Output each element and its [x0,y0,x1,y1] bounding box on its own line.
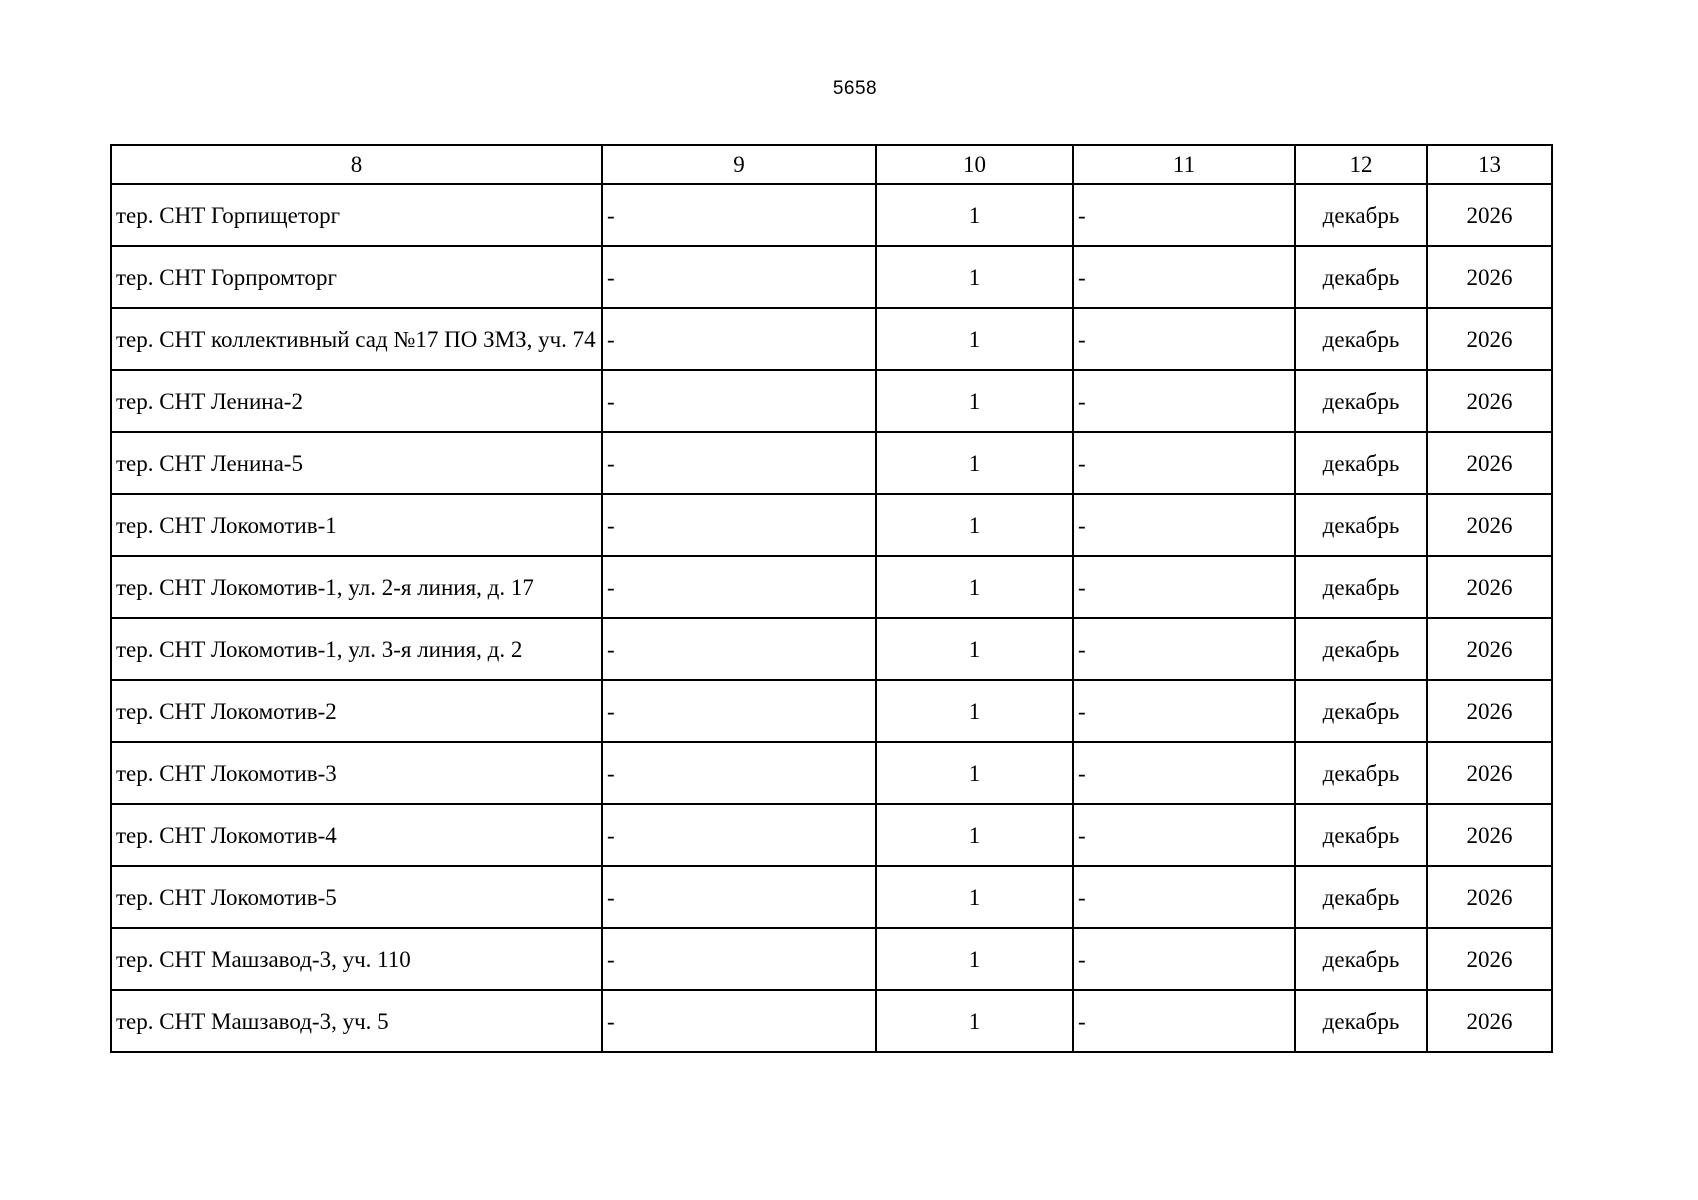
cell-col10: 1 [876,618,1073,680]
cell-col9: - [602,866,876,928]
cell-month: декабрь [1295,370,1427,432]
cell-col11: - [1073,308,1295,370]
cell-year: 2026 [1427,680,1552,742]
cell-year: 2026 [1427,804,1552,866]
cell-name: тер. СНТ Горпромторг [111,246,602,308]
cell-col10: 1 [876,804,1073,866]
cell-month: декабрь [1295,928,1427,990]
cell-year: 2026 [1427,494,1552,556]
table-row [111,432,1552,494]
cell-col10: 1 [876,556,1073,618]
cell-name: тер. СНТ Локомотив-1 [111,494,602,556]
cell-name: тер. СНТ Машзавод-3, уч. 110 [111,928,602,990]
cell-col9: - [602,432,876,494]
cell-name: тер. СНТ Локомотив-1, ул. 2-я линия, д. 17 [111,556,602,618]
cell-year: 2026 [1427,432,1552,494]
cell-year: 2026 [1427,246,1552,308]
cell-col9: - [602,804,876,866]
cell-col11: - [1073,184,1295,246]
cell-col9: - [602,680,876,742]
cell-col9: - [602,184,876,246]
cell-name: тер. СНТ Ленина-2 [111,370,602,432]
cell-col11: - [1073,928,1295,990]
column-header: 9 [602,145,876,184]
cell-col10: 1 [876,432,1073,494]
cell-col11: - [1073,246,1295,308]
table-row [111,494,1552,556]
column-header: 11 [1073,145,1295,184]
table-row [111,308,1552,370]
cell-col11: - [1073,742,1295,804]
cell-col11: - [1073,990,1295,1052]
cell-year: 2026 [1427,618,1552,680]
cell-name: тер. СНТ коллективный сад №17 ПО ЗМЗ, уч. 74 [111,308,602,370]
cell-col9: - [602,990,876,1052]
cell-col10: 1 [876,308,1073,370]
cell-month: декабрь [1295,308,1427,370]
cell-month: декабрь [1295,184,1427,246]
cell-col10: 1 [876,928,1073,990]
cell-month: декабрь [1295,618,1427,680]
column-header: 8 [111,145,602,184]
table-header [111,145,1552,184]
page-number: 5658 [832,78,878,99]
cell-col9: - [602,618,876,680]
cell-name: тер. СНТ Ленина-5 [111,432,602,494]
column-header: 13 [1427,145,1552,184]
table-row [111,556,1552,618]
data-table [110,144,1553,1053]
cell-col11: - [1073,804,1295,866]
cell-year: 2026 [1427,742,1552,804]
cell-col10: 1 [876,494,1073,556]
table-row [111,246,1552,308]
table-row [111,742,1552,804]
cell-month: декабрь [1295,742,1427,804]
cell-col11: - [1073,618,1295,680]
cell-month: декабрь [1295,866,1427,928]
cell-name: тер. СНТ Локомотив-4 [111,804,602,866]
cell-year: 2026 [1427,184,1552,246]
cell-year: 2026 [1427,866,1552,928]
cell-year: 2026 [1427,990,1552,1052]
cell-col9: - [602,246,876,308]
cell-col10: 1 [876,680,1073,742]
cell-col9: - [602,556,876,618]
table-row [111,618,1552,680]
cell-col11: - [1073,866,1295,928]
cell-col10: 1 [876,742,1073,804]
table-row [111,990,1552,1052]
cell-name: тер. СНТ Машзавод-3, уч. 5 [111,990,602,1052]
cell-col10: 1 [876,990,1073,1052]
cell-col10: 1 [876,370,1073,432]
cell-month: декабрь [1295,990,1427,1052]
cell-name: тер. СНТ Локомотив-3 [111,742,602,804]
cell-name: тер. СНТ Горпищеторг [111,184,602,246]
column-header: 10 [876,145,1073,184]
cell-name: тер. СНТ Локомотив-5 [111,866,602,928]
cell-col9: - [602,308,876,370]
table-row [111,866,1552,928]
cell-col11: - [1073,370,1295,432]
cell-col9: - [602,370,876,432]
cell-month: декабрь [1295,432,1427,494]
cell-name: тер. СНТ Локомотив-1, ул. 3-я линия, д. 2 [111,618,602,680]
cell-year: 2026 [1427,308,1552,370]
table-row [111,184,1552,246]
cell-year: 2026 [1427,556,1552,618]
cell-month: декабрь [1295,680,1427,742]
cell-col11: - [1073,432,1295,494]
cell-col9: - [602,494,876,556]
cell-col11: - [1073,680,1295,742]
cell-col10: 1 [876,246,1073,308]
table-row [111,370,1552,432]
cell-name: тер. СНТ Локомотив-2 [111,680,602,742]
cell-col9: - [602,928,876,990]
cell-col11: - [1073,556,1295,618]
table-body [111,184,1552,1052]
cell-month: декабрь [1295,246,1427,308]
cell-col11: - [1073,494,1295,556]
cell-month: декабрь [1295,494,1427,556]
cell-year: 2026 [1427,370,1552,432]
header-row [111,145,1552,184]
table-row [111,804,1552,866]
cell-col10: 1 [876,184,1073,246]
cell-year: 2026 [1427,928,1552,990]
cell-month: декабрь [1295,804,1427,866]
column-header: 12 [1295,145,1427,184]
table-row [111,680,1552,742]
cell-col10: 1 [876,866,1073,928]
table-row [111,928,1552,990]
cell-col9: - [602,742,876,804]
cell-month: декабрь [1295,556,1427,618]
